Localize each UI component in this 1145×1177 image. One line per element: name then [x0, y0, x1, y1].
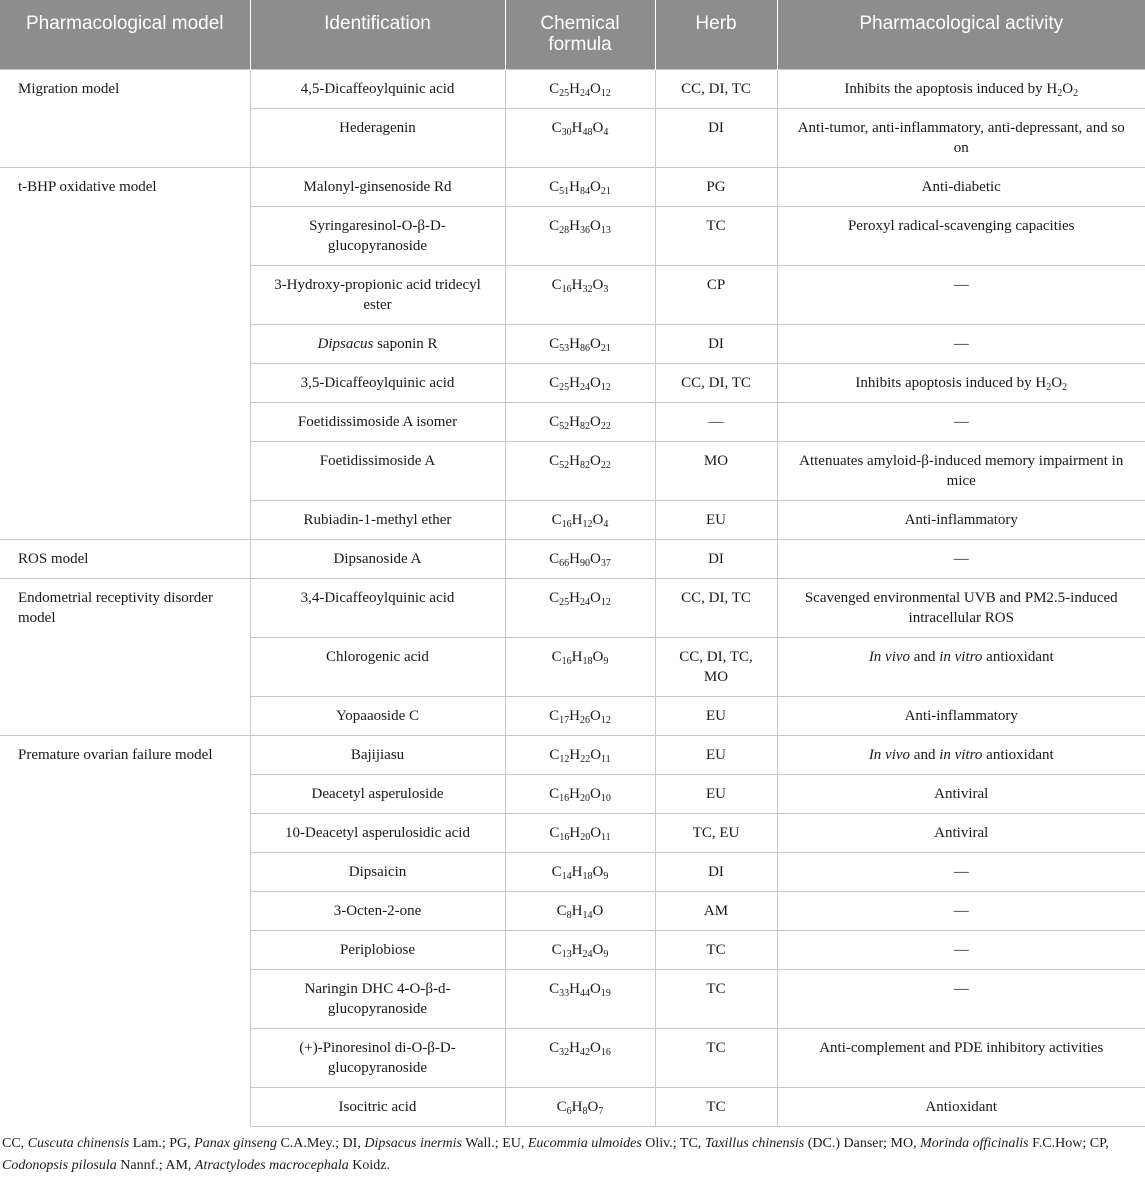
cell-activity: Antioxidant [777, 1087, 1145, 1126]
cell-activity: Scavenged environmental UVB and PM2.5-induced intracellular ROS [777, 578, 1145, 637]
cell-identification: 3-Octen-2-one [250, 891, 505, 930]
cell-activity: — [777, 402, 1145, 441]
cell-model: Endometrial receptivity disorder model [0, 578, 250, 735]
cell-activity: — [777, 265, 1145, 324]
header-identification: Identification [250, 0, 505, 69]
header-row [0, 0, 1145, 69]
cell-identification: Chlorogenic acid [250, 637, 505, 696]
cell-formula: $C_{14}H_{18}O_9$ [505, 852, 655, 891]
cell-herb: DI [655, 539, 777, 578]
cell-activity: Anti-diabetic [777, 167, 1145, 206]
cell-herb: CC, DI, TC [655, 69, 777, 108]
cell-herb: TC [655, 1028, 777, 1087]
cell-herb: CP [655, 265, 777, 324]
table-row [0, 578, 1145, 637]
cell-model: Migration model [0, 69, 250, 167]
cell-identification: Foetidissimoside A isomer [250, 402, 505, 441]
cell-formula: $C_{25}H_{24}O_{12}$ [505, 69, 655, 108]
cell-herb: DI [655, 852, 777, 891]
cell-identification: 3,5-Dicaffeoylquinic acid [250, 363, 505, 402]
cell-identification: Bajijiasu [250, 735, 505, 774]
cell-activity: In vivo and in vitro antioxidant [777, 637, 1145, 696]
cell-formula: $C_{28}H_{36}O_{13}$ [505, 206, 655, 265]
cell-identification: 10-Deacetyl asperulosidic acid [250, 813, 505, 852]
table-row [0, 69, 1145, 108]
cell-herb: EU [655, 500, 777, 539]
cell-herb: TC [655, 1087, 777, 1126]
cell-activity: — [777, 852, 1145, 891]
cell-herb: DI [655, 324, 777, 363]
cell-activity: Anti-inflammatory [777, 500, 1145, 539]
header-pharmacological-model: Pharmacological model [0, 0, 250, 69]
cell-herb: — [655, 402, 777, 441]
cell-formula: $C_{32}H_{42}O_{16}$ [505, 1028, 655, 1087]
cell-identification: Rubiadin-1-methyl ether [250, 500, 505, 539]
cell-formula: $C_{25}H_{24}O_{12}$ [505, 578, 655, 637]
cell-identification: (+)-Pinoresinol di-O-β-D-glucopyranoside [250, 1028, 505, 1087]
cell-formula: $C_{30}H_{48}O_4$ [505, 108, 655, 167]
cell-identification: Yopaaoside C [250, 696, 505, 735]
cell-identification: Malonyl-ginsenoside Rd [250, 167, 505, 206]
cell-formula: $C_{53}H_{86}O_{21}$ [505, 324, 655, 363]
cell-identification: Dipsanoside A [250, 539, 505, 578]
cell-herb: MO [655, 441, 777, 500]
cell-formula: $C_{12}H_{22}O_{11}$ [505, 735, 655, 774]
cell-herb: TC [655, 206, 777, 265]
header-herb: Herb [655, 0, 777, 69]
table-body [0, 69, 1145, 1126]
cell-herb: PG [655, 167, 777, 206]
cell-formula: $C_{16}H_{32}O_3$ [505, 265, 655, 324]
cell-activity: — [777, 891, 1145, 930]
cell-identification: 3-Hydroxy-propionic acid tridecyl ester [250, 265, 505, 324]
cell-identification: Dipsaicin [250, 852, 505, 891]
cell-activity: — [777, 324, 1145, 363]
cell-herb: DI [655, 108, 777, 167]
cell-herb: EU [655, 735, 777, 774]
cell-activity: Inhibits the apoptosis induced by $H_2O_2$ [777, 69, 1145, 108]
cell-activity: — [777, 930, 1145, 969]
cell-formula: $C_{52}H_{82}O_{22}$ [505, 402, 655, 441]
cell-identification: Syringaresinol-O-β-D-glucopyranoside [250, 206, 505, 265]
cell-herb: EU [655, 774, 777, 813]
cell-formula: $C_{16}H_{20}O_{11}$ [505, 813, 655, 852]
cell-identification: Dipsacus saponin R [250, 324, 505, 363]
cell-formula: $C_{51}H_{84}O_{21}$ [505, 167, 655, 206]
cell-identification: Hederagenin [250, 108, 505, 167]
cell-identification: Deacetyl asperuloside [250, 774, 505, 813]
cell-identification: Periplobiose [250, 930, 505, 969]
cell-activity: Anti-tumor, anti-inflammatory, anti-depressant, and so on [777, 108, 1145, 167]
header-pharmacological-activity: Pharmacological activity [777, 0, 1145, 69]
cell-activity: — [777, 539, 1145, 578]
cell-identification: Foetidissimoside A [250, 441, 505, 500]
cell-activity: Anti-complement and PDE inhibitory activities [777, 1028, 1145, 1087]
cell-identification: 4,5-Dicaffeoylquinic acid [250, 69, 505, 108]
cell-activity: — [777, 969, 1145, 1028]
cell-activity: Anti-inflammatory [777, 696, 1145, 735]
cell-activity: Antiviral [777, 813, 1145, 852]
cell-activity: Attenuates amyloid-β-induced memory impairment in mice [777, 441, 1145, 500]
cell-activity: In vivo and in vitro antioxidant [777, 735, 1145, 774]
cell-formula: $C_{33}H_{44}O_{19}$ [505, 969, 655, 1028]
cell-formula: $C_{16}H_{20}O_{10}$ [505, 774, 655, 813]
header-chemical-formula: Chemical formula [505, 0, 655, 69]
cell-formula: $C_6H_8O_7$ [505, 1087, 655, 1126]
cell-formula: $C_{16}H_{12}O_4$ [505, 500, 655, 539]
cell-formula: $C_8H_{14}O$ [505, 891, 655, 930]
cell-formula: $C_{13}H_{24}O_9$ [505, 930, 655, 969]
cell-herb: TC, EU [655, 813, 777, 852]
cell-identification: 3,4-Dicaffeoylquinic acid [250, 578, 505, 637]
cell-activity: Antiviral [777, 774, 1145, 813]
cell-herb: TC [655, 969, 777, 1028]
cell-activity: Peroxyl radical-scavenging capacities [777, 206, 1145, 265]
table-row [0, 735, 1145, 774]
cell-herb: AM [655, 891, 777, 930]
cell-formula: $C_{52}H_{82}O_{22}$ [505, 441, 655, 500]
cell-identification: Isocitric acid [250, 1087, 505, 1126]
table-row [0, 167, 1145, 206]
cell-herb: CC, DI, TC [655, 578, 777, 637]
cell-formula: $C_{17}H_{26}O_{12}$ [505, 696, 655, 735]
table-footnote: CC, Cuscuta chinensis Lam.; PG, Panax ginseng C.A.Mey.; DI, Dipsacus inermis Wall.; EU, Eucommia ulmoides Oliv.; TC, Taxillus chinensis (DC.) Danser; MO, Morinda officinalis F.C.How; CP, Codonopsis pilosula Nannf.; AM, Atractylodes macrocephala Koidz. [2, 1135, 1109, 1173]
cell-model: Premature ovarian failure model [0, 735, 250, 1126]
cell-formula: $C_{16}H_{18}O_9$ [505, 637, 655, 696]
cell-activity: Inhibits apoptosis induced by $H_2O_2$ [777, 363, 1145, 402]
cell-herb: TC [655, 930, 777, 969]
cell-herb: CC, DI, TC [655, 363, 777, 402]
cell-model: t-BHP oxidative model [0, 167, 250, 539]
cell-model: ROS model [0, 539, 250, 578]
table-row [0, 539, 1145, 578]
cell-formula: $C_{66}H_{90}O_{37}$ [505, 539, 655, 578]
cell-formula: $C_{25}H_{24}O_{12}$ [505, 363, 655, 402]
cell-herb: CC, DI, TC, MO [655, 637, 777, 696]
cell-herb: EU [655, 696, 777, 735]
cell-identification: Naringin DHC 4-O-β-d-glucopyranoside [250, 969, 505, 1028]
